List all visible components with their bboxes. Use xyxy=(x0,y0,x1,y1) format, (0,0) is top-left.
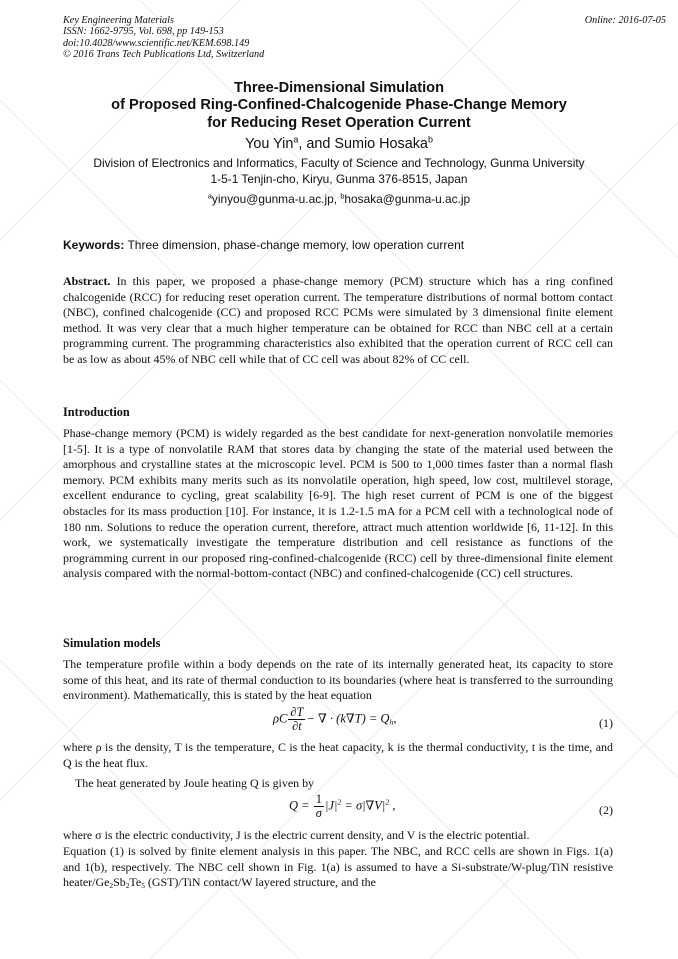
equation-2-number: (2) xyxy=(599,803,613,817)
keywords-text: Three dimension, phase-change memory, low operation current xyxy=(124,238,465,252)
keywords xyxy=(63,238,638,252)
abstract-label: Abstract. xyxy=(63,274,111,288)
author-1: You Yin xyxy=(245,136,294,153)
author-2-sup: b xyxy=(427,134,433,145)
title-block xyxy=(40,80,638,206)
p3-sub-2: 2 xyxy=(125,881,130,891)
introduction-text: Phase-change memory (PCM) is widely regarded as the best candidate for next-generation nonvolatile memories [1-5]. It is a type of nonvolatile RAM that stores data by changing the state of the material used between the amorphous and crystalline states at the microscopic level. PCM is 500 to 1,000 times faster than a normal flash memory. PCM exhibits many merits such as its nonvolatile operation, high speed, low cost, multilevel storage, excellent endurance to cycling, great scalability [6-9]. The high reset current of PCM is one of the biggest obstacles for its mass production [10]. For instance, it is 1.2-1.5 mA for a PCM cell with a technological node of 180 nm. Solutions to reduce the operation current, therefore, attract much attention worldwide [6, 11-12]. In this work, we systematically investigate the temperature distribution and cell resistance as functions of the programming current in our proposed ring-confined-chalcogenide (RCC) cell by three-dimensional finite element analysis compared with the normal-bottom-contact (NBC) and confined-chalcogenide (CC) cell structures. xyxy=(63,426,613,581)
equation-1 xyxy=(0,704,613,742)
p3-c: Te xyxy=(129,875,142,890)
online-date: Online: 2016-07-05 xyxy=(584,15,666,26)
journal-name: Key Engineering Materials xyxy=(63,15,174,26)
email-b-sup: b xyxy=(340,191,345,201)
paper-title xyxy=(40,80,638,132)
abstract-text: In this paper, we proposed a phase-change memory (PCM) structure which has a ring confined chalcogenide (RCC) for reducing reset operation current. The temperature distributions of normal bottom contact (NBC), confined chalcogenide (CC) and proposed RCC PCMs were simulated by 3 dimensional finite element method. It was very clear that a much higher temperature can be obtained for RCC than NBC cell at a certain programming current. The programming characteristics also exhibited that the operation current of RCC cell can be as low as about 45% of NBC cell while that of CC cell was about 82% of CC cell. xyxy=(63,274,613,366)
p3-a: Equation (1) is solved by finite element analysis in this paper. The NBC, and RCC cells are shown in Figs. 1(a) and 1(b), respectively. The NBC cell shown in Fig. 1(a) is assumed to have a Si-substrate/W-plug/TiN resistive heater/Ge xyxy=(63,844,613,890)
equation-1-number: (1) xyxy=(599,716,613,730)
email-sep: , xyxy=(333,192,341,207)
email-a-sup: a xyxy=(207,191,212,201)
doi-line: doi:10.4028/www.scientific.net/KEM.698.149 xyxy=(63,37,250,49)
copyright-line: © 2016 Trans Tech Publications Ltd, Switzerland xyxy=(63,49,265,61)
affiliation xyxy=(40,155,638,187)
affiliation-line-2: 1-5-1 Tenjin-cho, Kiryu, Gunma 376-8515, Japan xyxy=(210,172,468,187)
where-clause-2: where σ is the electric conductivity, J is the electric current density, and V is the electric potential. xyxy=(63,828,530,842)
equation-2 xyxy=(0,791,613,829)
p3-sub-1: 2 xyxy=(109,881,114,891)
journal-header xyxy=(63,15,264,61)
p3-d: (GST)/TiN contact/W layered structure, and the xyxy=(144,875,376,890)
p3-b: Sb xyxy=(113,875,126,890)
heat-equation: ρC $\frac{\partial T}{\partial t}$ − ∇ · $(k\nabla T) = Q_h$, xyxy=(273,705,397,733)
simulation-para-1: The temperature profile within a body depends on the rate of its internally generated heat, its capacity to store some of this heat, and its rate of thermal conduction to its boundaries (where heat is transferred to the surrounding environment). Mathematically, this is stated by the heat equation xyxy=(63,657,613,703)
author-emails xyxy=(40,192,638,206)
title-line-2: of Proposed Ring-Confined-Chalcogenide Phase-Change Memory xyxy=(111,97,567,114)
where-clause-1: where ρ is the density, T is the temperature, C is the heat capacity, k is the thermal conductivity, t is the time, and Q is the heat flux. xyxy=(63,740,613,770)
abstract xyxy=(63,274,613,368)
author-2: , and Sumio Hosaka xyxy=(298,136,428,153)
title-line-3: for Reducing Reset Operation Current xyxy=(207,114,471,131)
simulation-heading: Simulation models xyxy=(63,636,161,650)
authors xyxy=(40,136,638,152)
introduction-heading: Introduction xyxy=(63,405,130,419)
email-a[interactable]: yinyou@gunma-u.ac.jp xyxy=(211,192,334,207)
author-1-sup: a xyxy=(293,134,299,145)
p3-sub-3: 5 xyxy=(141,881,145,891)
joule-heating-text: The heat generated by Joule heating Q is given by xyxy=(75,776,315,790)
simulation-para-3 xyxy=(63,844,613,891)
keywords-label: Keywords: xyxy=(63,238,125,252)
affiliation-line-1: Division of Electronics and Informatics, Faculty of Science and Technology, Gunma University xyxy=(93,156,585,171)
issn-line: ISSN: 1662-9795, Vol. 698, pp 149-153 xyxy=(63,26,224,38)
email-b[interactable]: hosaka@gunma-u.ac.jp xyxy=(344,192,471,207)
joule-equation: Q = $\frac{1}{\sigma}$ $|J|^2 = \sigma|\nabla V|^2$ , xyxy=(289,792,396,820)
title-line-1: Three-Dimensional Simulation xyxy=(233,80,445,96)
simulation-para-2 xyxy=(63,776,613,792)
